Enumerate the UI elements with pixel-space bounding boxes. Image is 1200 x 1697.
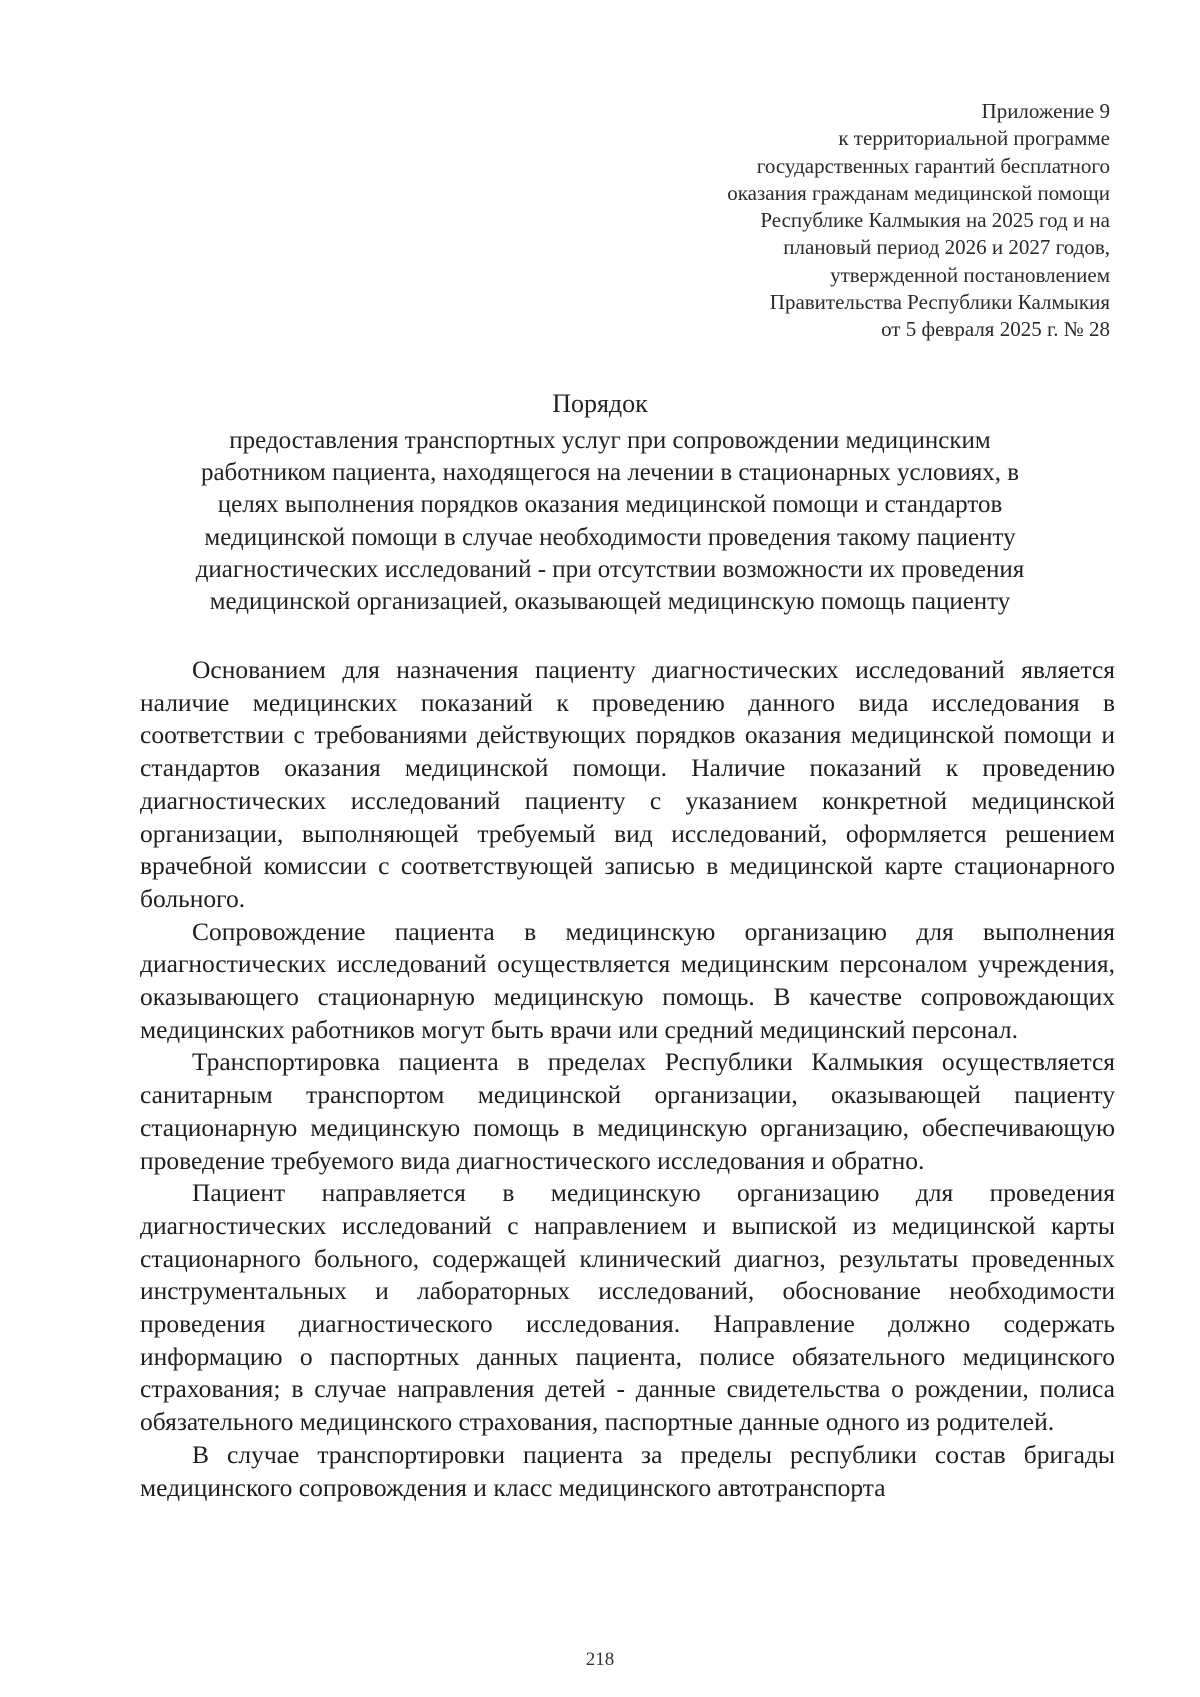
subtitle-line: целях выполнения порядков оказания медицинской помощи и стандартов	[217, 491, 1003, 519]
page-number: 218	[585, 1649, 615, 1670]
body-paragraph: Транспортировка пациента в пределах Республики Калмыкия осуществляется санитарным транспортом медицинской организации, оказывающей пациенту стационарную медицинскую помощь в медицинскую организацию, обеспечивающую проведение требуемого вида диагностического исследования и обратно.	[140, 1047, 1115, 1175]
body-paragraph: В случае транспортировки пациента за пределы республики состав бригады медицинского сопровождения и класс медицинского автотранспорта	[140, 1439, 1115, 1502]
subtitle-line: медицинской организацией, оказывающей медицинскую помощь пациенту	[209, 588, 1011, 616]
body-paragraph: Пациент направляется в медицинскую организацию для проведения диагностических исследований с направлением и выпиской из медицинской карты стационарного больного, содержащей клинический диагноз, результаты проведенных инструментальных и лабораторных исследований, обоснование необходимости проведения диагностического исследования. Направление должно содержать информацию о паспортных данных пациента, полисе обязательного медицинского страхования; в случае направления детей - данные свидетельства о рождении, полиса обязательного медицинского страхования, паспортные данные одного из родителей.	[140, 1178, 1115, 1437]
document-title: Порядок	[552, 389, 648, 418]
appendix-line: Республике Калмыкия на 2025 год и на	[760, 208, 1110, 233]
subtitle-line: предоставления транспортных услуг при сопровождении медицинским	[229, 427, 991, 454]
subtitle-line: работником пациента, находящегося на лечении в стационарных условиях, в	[200, 459, 1020, 487]
appendix-line: Приложение 9	[981, 99, 1110, 123]
appendix-line: государственных гарантий бесплатного	[756, 153, 1110, 178]
document-body	[140, 654, 1115, 1504]
appendix-line: плановый период 2026 и 2027 годов,	[783, 235, 1110, 260]
appendix-header	[410, 98, 1110, 344]
appendix-line: оказания гражданам медицинской помощи	[727, 180, 1110, 205]
subtitle-line: медицинской помощи в случае необходимости проведения такому пациенту	[204, 523, 1016, 551]
appendix-line: от 5 февраля 2025 г. № 28	[881, 317, 1110, 342]
subtitle-line: диагностических исследований - при отсутствии возможности их проведения	[195, 555, 1025, 583]
appendix-line: Правительства Республики Калмыкия	[769, 290, 1110, 315]
appendix-line: к территориальной программе	[838, 126, 1110, 151]
document-subtitle	[120, 425, 1100, 618]
appendix-line: утвержденной постановлением	[830, 262, 1110, 287]
body-paragraph: Сопровождение пациента в медицинскую организацию для выполнения диагностических исследований осуществляется медицинским персоналом учреждения, оказывающего стационарную медицинскую помощь. В качестве сопровождающих медицинских работников могут быть врачи или средний медицинский персонал.	[140, 916, 1115, 1044]
body-paragraph: Основанием для назначения пациенту диагностических исследований является наличие медицинских показаний к проведению данного вида исследования в соответствии с требованиями действующих порядков оказания медицинской помощи и стандартов оказания медицинской помощи. Наличие показаний к проведению диагностических исследований пациенту с указанием конкретной медицинской организации, выполняющей требуемый вид исследований, оформляется решением врачебной комиссии с соответствующей записью в медицинской карте стационарного больного.	[140, 655, 1115, 913]
